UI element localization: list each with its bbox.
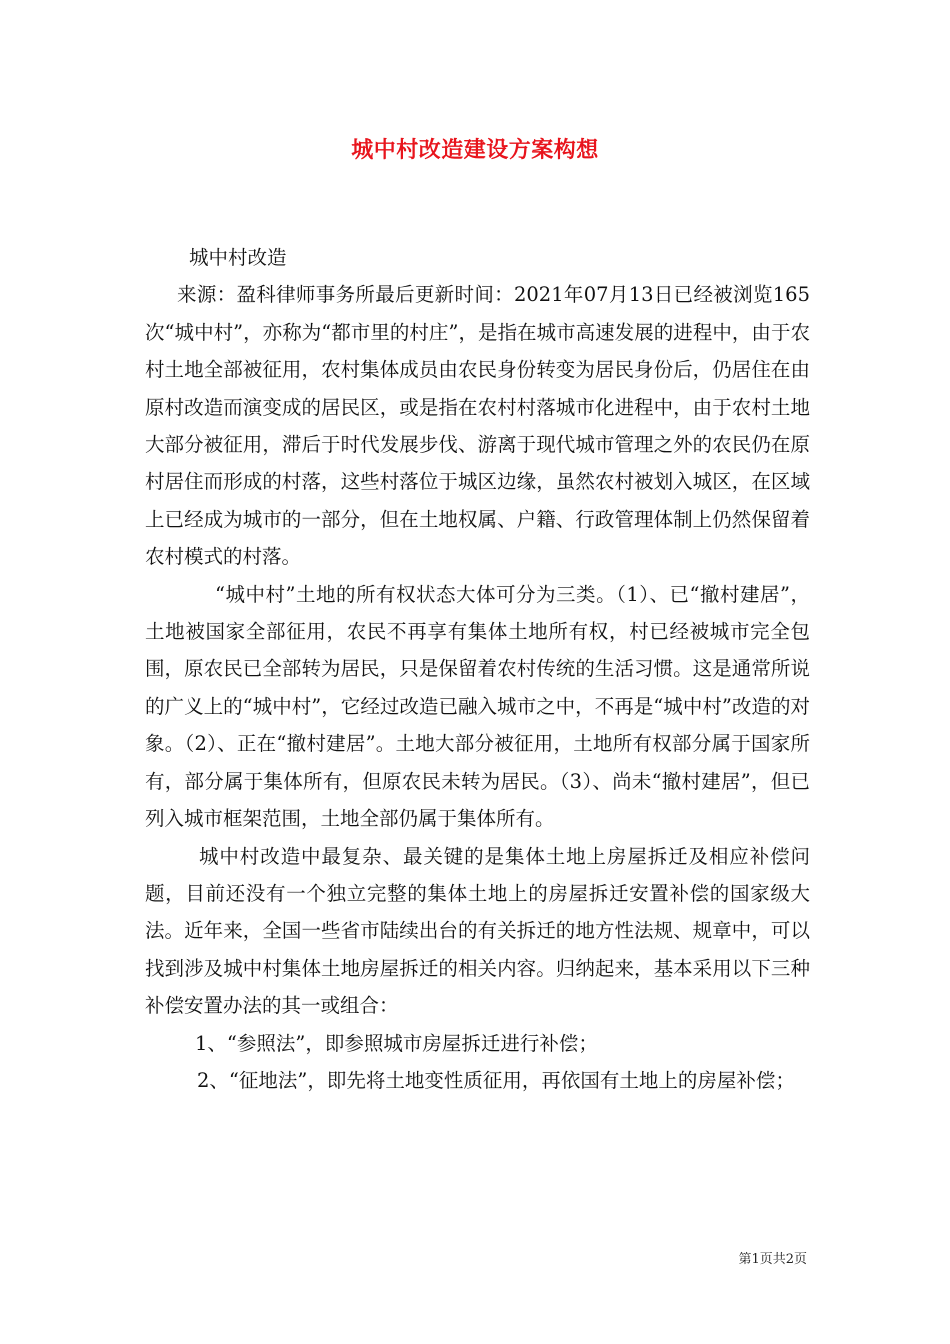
page-number: 第1页共2页 (738, 1252, 807, 1267)
document-body (145, 239, 810, 1099)
paragraph-source-intro: 来源：盈科律师事务所最后更新时间：2021年07月13日已经被浏览165次“城中村”，亦称为“都市里的村庄”，是指在城市高速发展的进程中，由于农村土地全部被征用，农村集体成员由农民身份转变为居民身份后，仍居住在由原村改造而演变成的居民区，或是指在农村村落城市化进程中，由于农村土地大部分被征用，滞后于时代发展步伐、游离于现代城市管理之外的农民仍在原村居住而形成的村落，这些村落位于城区边缘，虽然农村被划入城区，在区域上已经成为城市的一部分，但在土地权属、户籍、行政管理体制上仍然保留着农村模式的村落。 (145, 283, 810, 569)
paragraph-compensation: 城中村改造中最复杂、最关键的是集体土地上房屋拆迁及相应补偿问题，目前还没有一个独立完整的集体土地上的房屋拆迁安置补偿的国家级大法。近年来，全国一些省市陆续出台的有关拆迁的地方性法规、规章中，可以找到涉及城中村集体土地房屋拆迁的相关内容。归纳起来，基本采用以下三种补偿安置办法的其一或组合： (145, 844, 810, 1018)
paragraph-land-ownership: “城中村”土地的所有权状态大体可分为三类。（1）、已“撤村建居”，土地被国家全部征用，农民不再享有集体土地所有权，村已经被城市完全包围，原农民已全部转为居民，只是保留着农村传统的生活习惯。这是通常所说的广义上的“城中村”，它经过改造已融入城市之中，不再是“城中村”改造的对象。（2）、正在“撤村建居”。土地大部分被征用，土地所有权部分属于国家所有，部分属于集体所有，但原农民未转为居民。（3）、尚未“撤村建居”，但已列入城市框架范围，土地全部仍属于集体所有。 (145, 582, 810, 831)
paragraph-subtitle: 城中村改造 (189, 246, 287, 269)
paragraph-method-2: 2、“征地法”，即先将土地变性质征用，再依国有土地上的房屋补偿； (197, 1068, 795, 1092)
paragraph-method-1: 1、“参照法”，即参照城市房屋拆迁进行补偿； (195, 1031, 598, 1055)
document-title: 城中村改造建设方案构想 (351, 137, 599, 163)
